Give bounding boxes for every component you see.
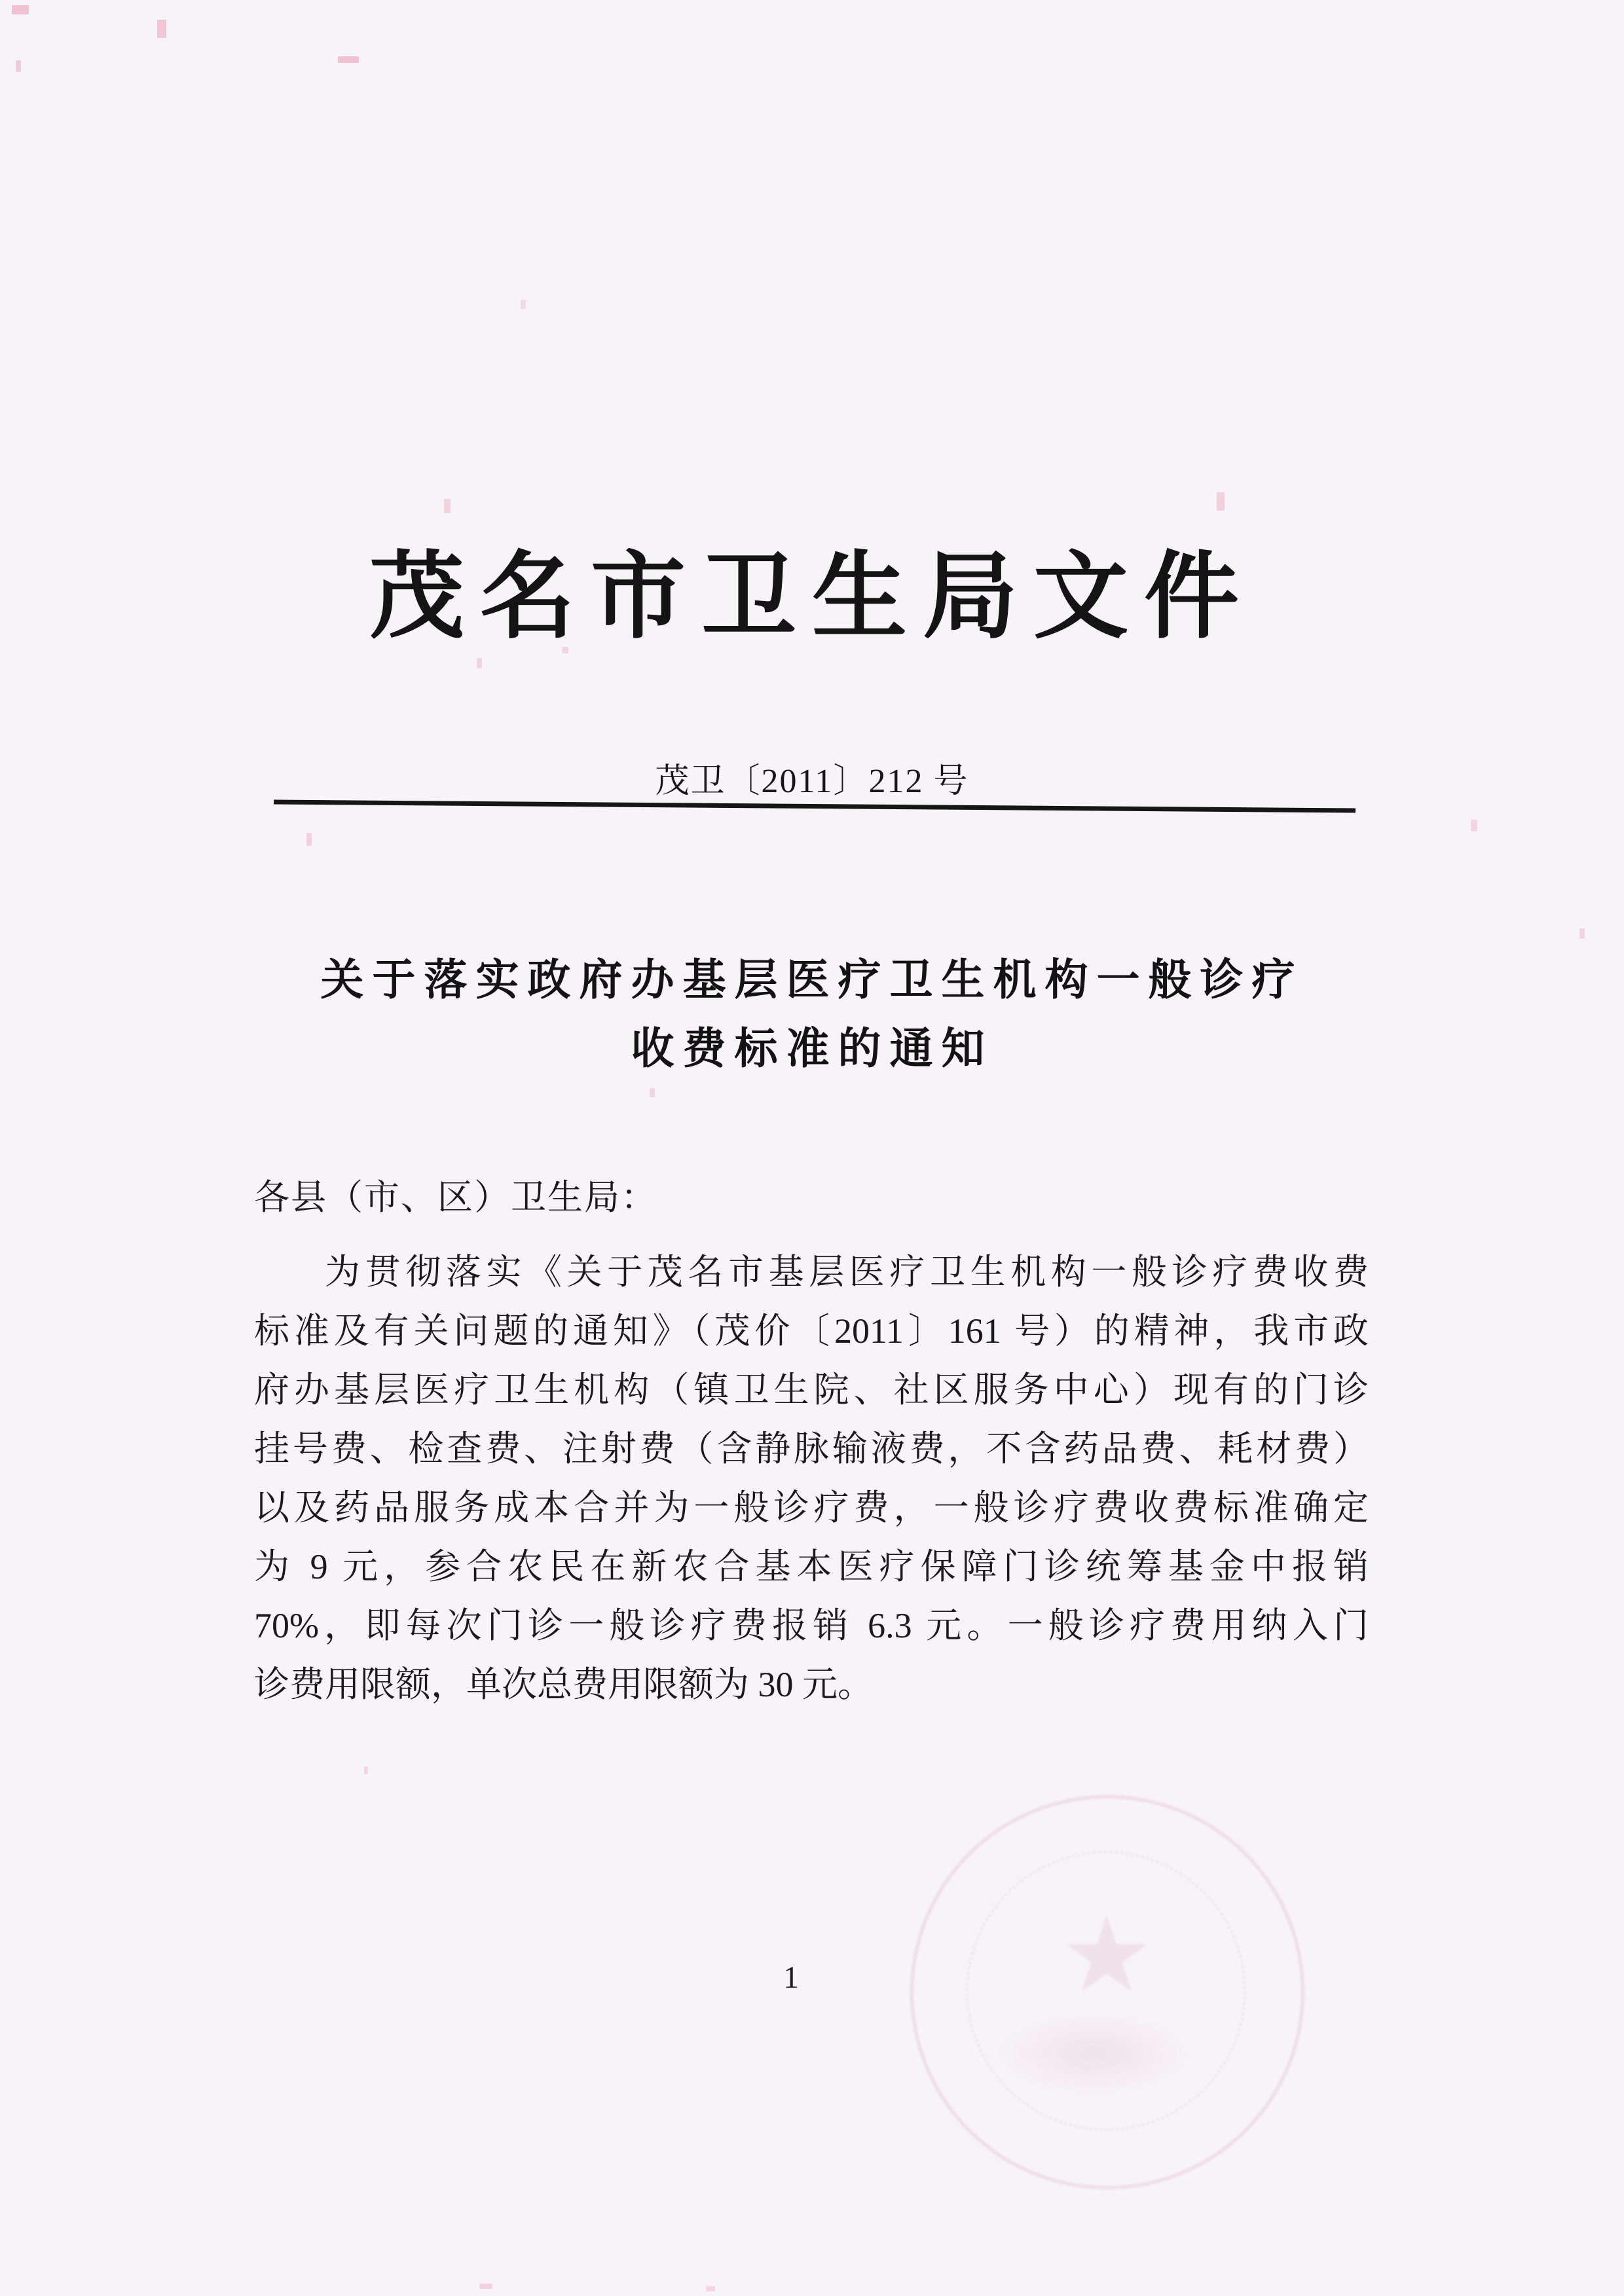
pink-speck <box>1217 492 1225 511</box>
agency-title: 茂名市卫生局文件 <box>369 545 1255 650</box>
document-number: 茂卫〔2011〕212 号 <box>655 763 969 800</box>
body-paragraph <box>254 1243 1369 1714</box>
page-number: 1 <box>783 1960 799 1995</box>
seal-star-icon: ★ <box>1060 1897 1154 2014</box>
pink-speck <box>444 499 451 513</box>
pink-speck <box>1471 820 1477 831</box>
body-line: 府办基层医疗卫生机构（镇卫生院、社区服务中心）现有的门诊 <box>254 1370 1369 1410</box>
pink-speck <box>479 2284 492 2289</box>
pink-speck <box>364 1766 368 1774</box>
pink-speck <box>338 56 359 63</box>
official-seal-stamp <box>910 1795 1303 2188</box>
pink-speck <box>477 658 482 668</box>
pink-speck <box>521 300 526 309</box>
pink-speck <box>157 20 166 38</box>
pink-speck <box>706 2286 715 2291</box>
pink-speck <box>12 5 29 14</box>
body-line: 为 9 元，参合农民在新农合基本医疗保障门诊统筹基金中报销 <box>254 1547 1369 1586</box>
subject-title <box>0 945 1624 1083</box>
salutation: 各县（市、区）卫生局： <box>254 1178 657 1217</box>
pink-speck <box>1579 928 1585 939</box>
pink-speck <box>306 833 312 846</box>
seal-outer-ring <box>910 1795 1304 2189</box>
body-line: 挂号费、检查费、注射费（含静脉输液费，不含药品费、耗材费） <box>254 1429 1369 1468</box>
subject-title-line-1: 关于落实政府办基层医疗卫生机构一般诊疗 <box>320 955 1304 1004</box>
subject-title-line-2: 收费标准的通知 <box>631 1024 993 1072</box>
seal-ink-blot <box>995 2011 1192 2096</box>
pink-speck <box>16 60 21 72</box>
pink-speck <box>650 1088 655 1097</box>
body-line: 70%，即每次门诊一般诊疗费报销 6.3 元。一般诊疗费用纳入门 <box>254 1606 1369 1645</box>
body-line: 标准及有关问题的通知》（茂价〔2011〕161 号）的精神，我市政 <box>254 1311 1369 1351</box>
seal-inner-ring <box>966 1851 1246 2131</box>
body-line: 诊费用限额，单次总费用限额为 30 元。 <box>254 1665 873 1704</box>
body-line: 为贯彻落实《关于茂名市基层医疗卫生机构一般诊疗费收费 <box>325 1252 1369 1292</box>
body-line: 以及药品服务成本合并为一般诊疗费，一般诊疗费收费标准确定 <box>254 1488 1369 1527</box>
